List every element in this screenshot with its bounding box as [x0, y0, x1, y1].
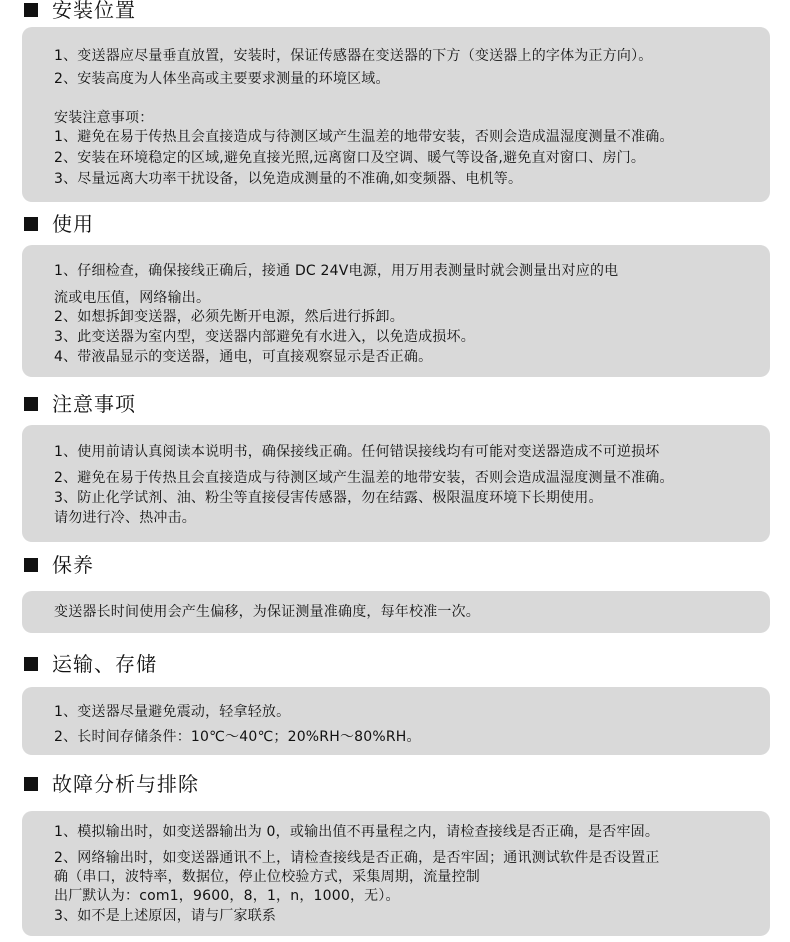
text-line: 2、长时间存储条件：10℃～40℃；20%RH～80%RH。: [54, 729, 421, 745]
text-line: 1、模拟输出时，如变送器输出为 0，或输出值不再量程之内，请检查接线是否正确，是否牢固。: [54, 824, 660, 840]
heading-text: 保养: [52, 553, 94, 577]
heading-square-icon: [24, 217, 38, 231]
text-line: 2、如想拆卸变送器，必须先断开电源，然后进行拆卸。: [54, 309, 404, 325]
text-line: 2、安装高度为人体坐高或主要要求测量的环境区域。: [54, 71, 390, 87]
heading-text: 安装位置: [52, 0, 136, 22]
content-box-notes: [22, 425, 770, 542]
text-line: 出厂默认为：com1，9600，8，1，n，1000，无）。: [54, 888, 400, 904]
text-line: 3、尽量远离大功率干扰设备，以免造成测量的不准确,如变频器、电机等。: [54, 171, 523, 187]
heading-text: 故障分析与排除: [52, 772, 199, 796]
section-heading-maintenance: [24, 553, 94, 577]
text-line: 3、防止化学试剂、油、粉尘等直接侵害传感器，勿在结露、极限温度环境下长期使用。: [54, 490, 603, 506]
section-heading-usage: [24, 212, 94, 236]
text-line: 安装注意事项：: [54, 110, 154, 126]
content-box-installation: [22, 27, 770, 202]
text-line: 3、如不是上述原因，请与厂家联系: [54, 908, 277, 924]
text-line: 4、带液晶显示的变送器，通电，可直接观察显示是否正确。: [54, 349, 433, 365]
text-line: 1、避免在易于传热且会直接造成与待测区域产生温差的地带安装，否则会造成温湿度测量不准确。: [54, 129, 674, 145]
heading-text: 运输、存储: [52, 652, 157, 676]
text-line: 请勿进行冷、热冲击。: [54, 510, 196, 526]
text-line: 1、使用前请认真阅读本说明书，确保接线正确。任何错误接线均有可能对变送器造成不可逆损坏: [54, 444, 660, 460]
content-box-usage: [22, 245, 770, 377]
heading-square-icon: [24, 777, 38, 791]
text-line: 3、此变送器为室内型，变送器内部避免有水进入，以免造成损坏。: [54, 329, 475, 345]
section-heading-transport-storage: [24, 652, 157, 676]
content-box-maintenance: [22, 591, 770, 633]
text-line: 1、变送器尽量避免震动，轻拿轻放。: [54, 704, 291, 720]
heading-square-icon: [24, 397, 38, 411]
heading-square-icon: [24, 558, 38, 572]
heading-text: 使用: [52, 212, 94, 236]
heading-text: 注意事项: [52, 392, 136, 416]
content-box-transport-storage: [22, 687, 770, 755]
section-heading-notes: [24, 392, 136, 416]
text-line: 变送器长时间使用会产生偏移，为保证测量准确度，每年校准一次。: [54, 604, 480, 620]
heading-square-icon: [24, 657, 38, 671]
section-heading-troubleshooting: [24, 772, 199, 796]
section-heading-installation: [24, 0, 136, 22]
heading-square-icon: [24, 3, 38, 17]
text-line: 2、网络输出时，如变送器通讯不上，请检查接线是否正确，是否牢固；通讯测试软件是否设置正: [54, 850, 660, 866]
text-line: 1、仔细检查，确保接线正确后，接通 DC 24V电源，用万用表测量时就会测量出对应的电: [54, 263, 619, 279]
text-line: 确（串口，波特率，数据位，停止位校验方式，采集周期，流量控制: [54, 869, 480, 885]
text-line: 1、变送器应尽量垂直放置，安装时，保证传感器在变送器的下方（变送器上的字体为正方向）。: [54, 48, 653, 64]
content-box-troubleshooting: [22, 811, 770, 936]
text-line: 2、安装在环境稳定的区域,避免直接光照,远离窗口及空调、暖气等设备,避免直对窗口、房门。: [54, 150, 646, 166]
text-line: 2、避免在易于传热且会直接造成与待测区域产生温差的地带安装，否则会造成温湿度测量不准确。: [54, 470, 674, 486]
text-line: 流或电压值，网络输出。: [54, 290, 211, 306]
